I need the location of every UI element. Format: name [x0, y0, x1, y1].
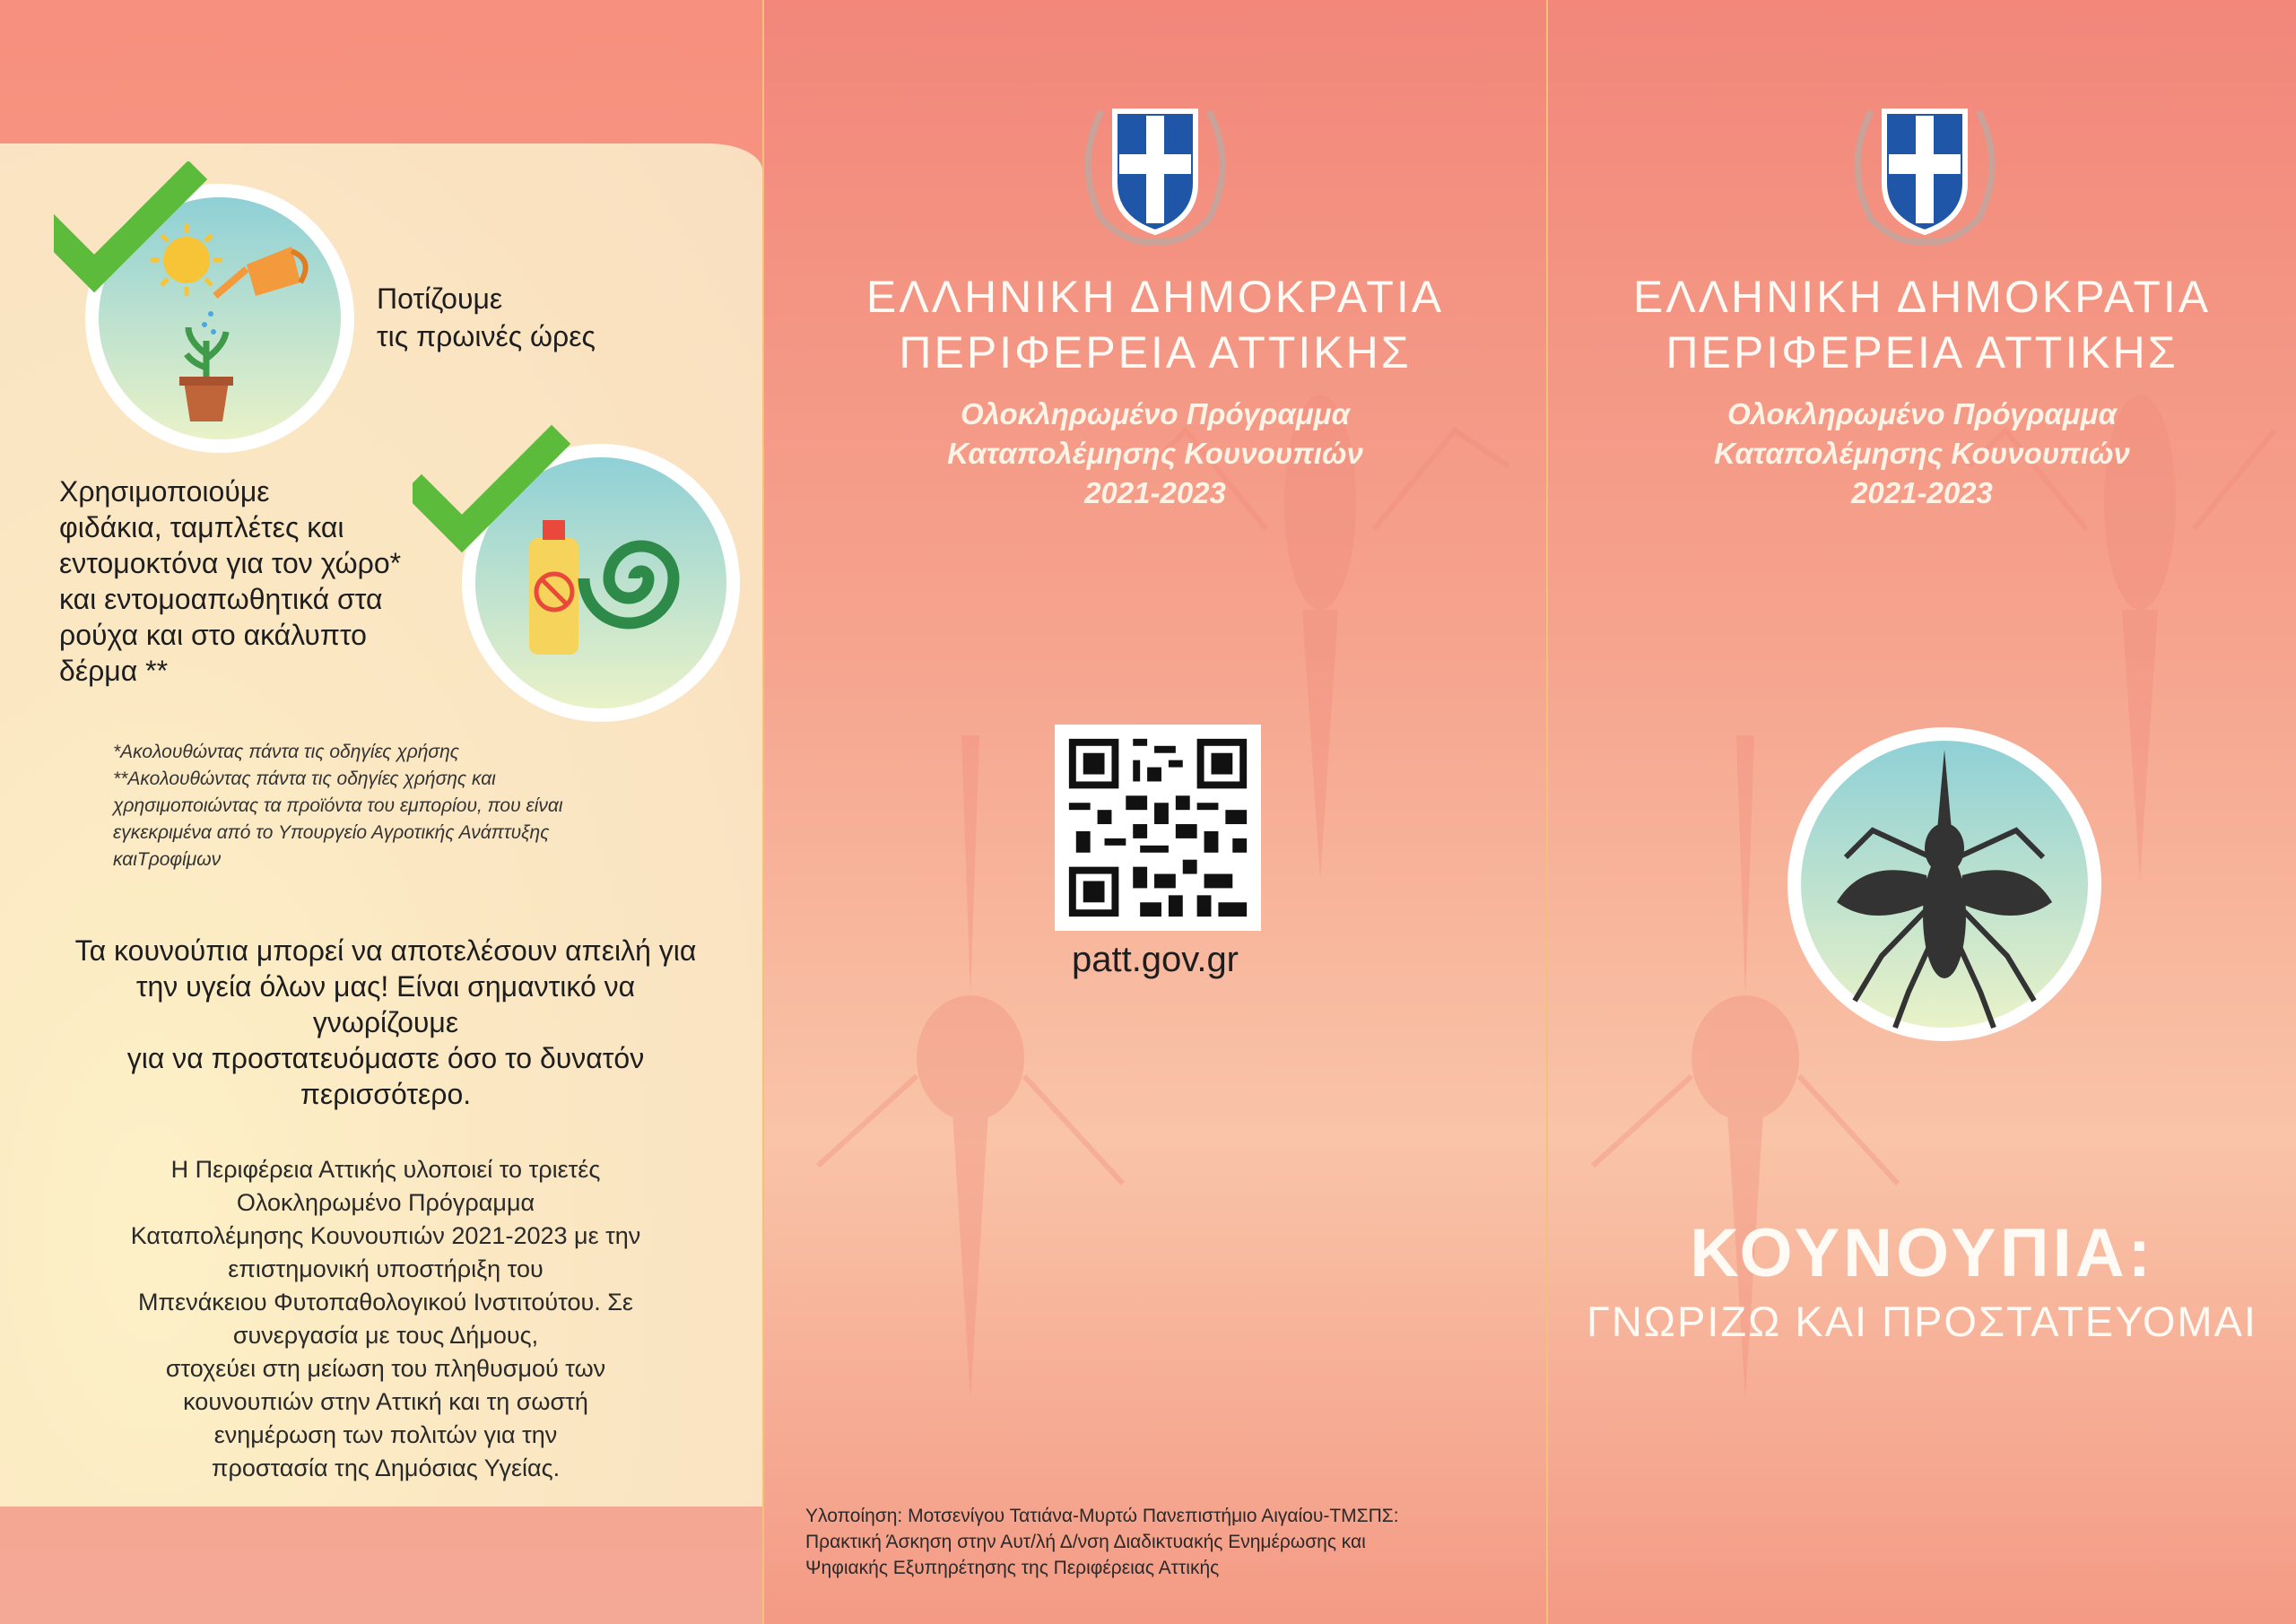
- issuer-line: ΠΕΡΙΦΕΡΕΙΑ ΑΤΤΙΚΗΣ: [899, 327, 1412, 378]
- qr-code-icon: [1055, 725, 1261, 931]
- website-url: patt.gov.gr: [1071, 940, 1239, 979]
- issuer-line: ΕΛΛΗΝΙΚΗ ΔΗΜΟΚΡΑΤΙΑ: [865, 272, 1445, 322]
- paragraph-line: γνωρίζουμε: [312, 1006, 459, 1038]
- paragraph-line: για να προστατευόμαστε όσο το δυνατόν: [126, 1042, 645, 1074]
- paragraph-line: συνεργασία με τους Δήμους,: [232, 1322, 539, 1349]
- paragraph-line: περισσότερο.: [300, 1078, 472, 1110]
- watering-advice: [377, 280, 700, 355]
- paragraph-line: στοχεύει στη μείωση του πληθυσμού των: [165, 1355, 606, 1382]
- spray-can-icon: [529, 520, 578, 655]
- program-description-paragraph: [63, 1153, 709, 1485]
- program-line: Καταπολέμησης Κουνουπιών: [1714, 437, 2130, 470]
- paragraph-line: Μπενάκειου Φυτοπαθολογικού Ινστιτούτου. Σε: [138, 1289, 633, 1316]
- program-line: Ολοκληρωμένο Πρόγραμμα: [1726, 397, 2118, 430]
- paragraph-line: ενημέρωση των πολιτών για την: [213, 1421, 558, 1448]
- inner-panel: [0, 0, 762, 1624]
- coat-of-arms-icon: [1835, 75, 2014, 255]
- footnote-line: *Ακολουθώντας πάντα τις οδηγίες χρήσης: [113, 742, 459, 762]
- paragraph-line: κουνουπιών στην Αττική και τη σωστή: [183, 1388, 588, 1415]
- watering-icon: [54, 161, 359, 457]
- mosquito-icon: [1783, 723, 2106, 1046]
- program-line: Καταπολέμησης Κουνουπιών: [947, 437, 1363, 470]
- program-name: [1548, 395, 2296, 513]
- footnote-line: χρησιμοποιώντας τα προϊόντα του εμπορίου, που είναι: [113, 795, 563, 816]
- program-line: Ολοκληρωμένο Πρόγραμμα: [960, 397, 1351, 430]
- paragraph-line: Ολοκληρωμένο Πρόγραμμα: [236, 1189, 535, 1216]
- repellent-line: και εντομοαπωθητικά στα: [59, 583, 383, 615]
- program-name: [764, 395, 1546, 513]
- cover-subtitle: ΓΝΩΡΙΖΩ ΚΑΙ ΠΡΟΣΤΑΤΕΥΟΜΑΙ: [1587, 1298, 2257, 1345]
- watering-line: Ποτίζουμε: [377, 282, 503, 315]
- health-warning-paragraph: [36, 933, 735, 1112]
- watering-line: τις πρωινές ώρες: [377, 320, 596, 352]
- cover-panel: [1548, 0, 2296, 1624]
- credits-line: Πρακτική Άσκηση στην Αυτ/λή Δ/νση Διαδικτυακής Ενημέρωσης και: [805, 1532, 1366, 1552]
- coat-of-arms-icon: [1065, 75, 1245, 255]
- issuer-title: [1548, 269, 2296, 380]
- credits-line: Ψηφιακής Εξυπηρέτησης της Περιφέρειας Αττικής: [805, 1558, 1220, 1578]
- footnote-line: εγκεκριμένα από το Υπουργείο Αγροτικής Ανάπτυξης: [113, 822, 550, 843]
- repellent-line: φιδάκια, ταμπλέτες και: [59, 511, 344, 543]
- repellent-advice: [59, 473, 454, 689]
- issuer-title: [764, 269, 1546, 380]
- issuer-line: ΕΛΛΗΝΙΚΗ ΔΗΜΟΚΡΑΤΙΑ: [1632, 272, 2212, 322]
- cover-title: ΚΟΥΝΟΥΠΙΑ:: [1690, 1215, 2154, 1291]
- repellent-icon: [413, 421, 744, 726]
- footnote-line: **Ακολουθώντας πάντα τις οδηγίες χρήσης και: [113, 769, 496, 789]
- credits-line: Υλοποίηση: Μοτσενίγου Τατιάνα-Μυρτώ Πανεπιστήμιο Αιγαίου-ΤΜΣΠΣ:: [805, 1506, 1399, 1526]
- issuer-line: ΠΕΡΙΦΕΡΕΙΑ ΑΤΤΙΚΗΣ: [1665, 327, 2179, 378]
- credits: [805, 1503, 1523, 1581]
- paragraph-line: Καταπολέμησης Κουνουπιών 2021-2023 με την: [130, 1222, 641, 1249]
- repellent-line: εντομοκτόνα για τον χώρο*: [59, 547, 402, 579]
- repellent-line: δέρμα **: [59, 655, 169, 687]
- paragraph-line: επιστημονική υποστήριξη του: [228, 1255, 544, 1282]
- footnotes: [113, 739, 687, 873]
- paragraph-line: την υγεία όλων μας! Είναι σημαντικό να: [135, 970, 636, 1003]
- paragraph-line: προστασία της Δημόσιας Υγείας.: [211, 1455, 561, 1481]
- repellent-line: Χρησιμοποιούμε: [59, 475, 270, 508]
- program-line: 2021-2023: [1851, 476, 1993, 509]
- paragraph-line: Τα κουνούπια μπορεί να αποτελέσουν απειλή για: [74, 934, 697, 967]
- repellent-line: ρούχα και στο ακάλυπτο: [59, 619, 367, 651]
- paragraph-line: Η Περιφέρεια Αττικής υλοποιεί το τριετές: [170, 1156, 601, 1183]
- back-panel: [764, 0, 1546, 1624]
- program-line: 2021-2023: [1084, 476, 1226, 509]
- footnote-line: καιΤροφίμων: [113, 849, 222, 870]
